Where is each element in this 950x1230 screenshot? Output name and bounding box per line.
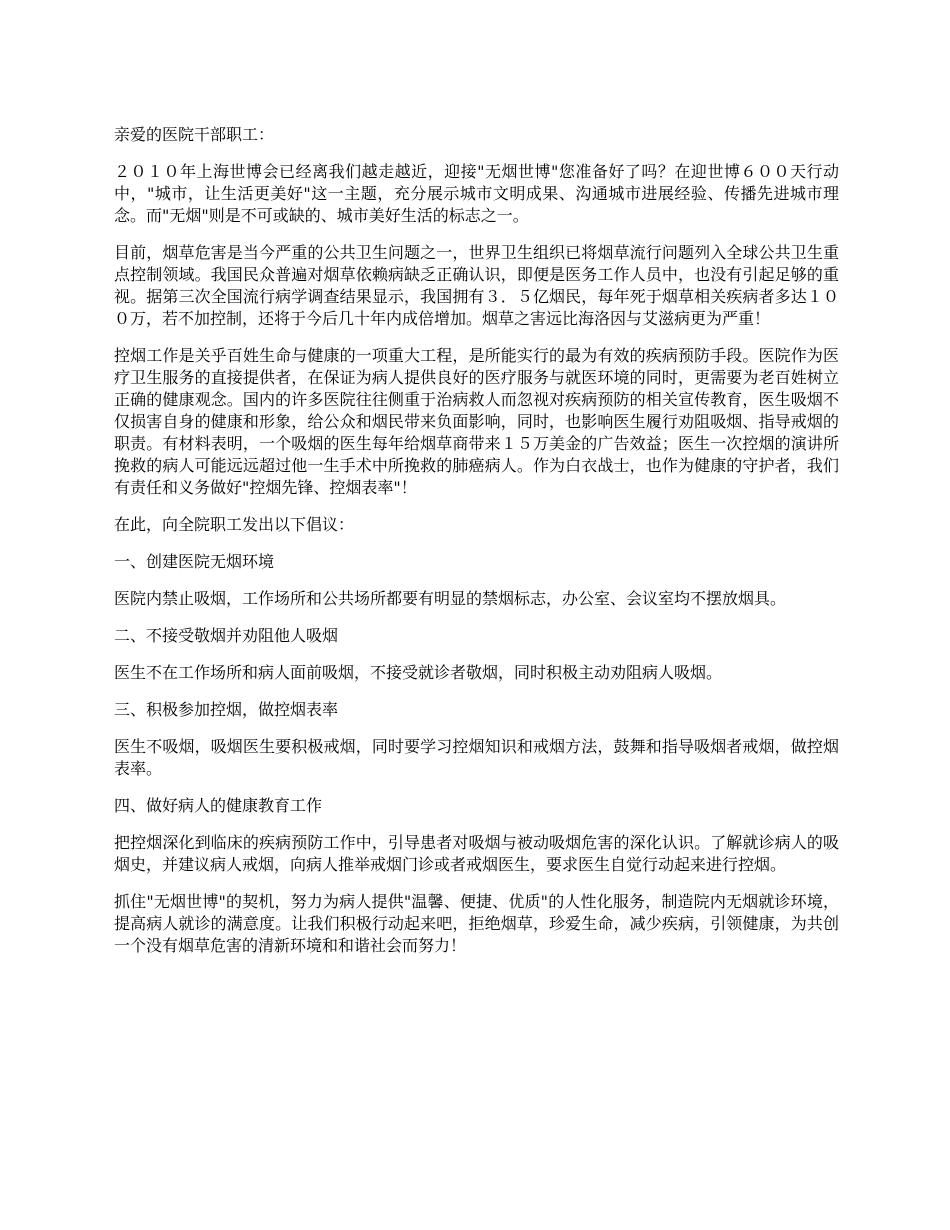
paragraph-proposal-lead: 在此，向全院职工发出以下倡议：: [114, 515, 355, 534]
paragraph-hazard: 目前，烟草危害是当今严重的公共卫生问题之一，世界卫生组织已将烟草流行问题列入全球公共卫生重点控制领域。我国民众普遍对烟草依赖病缺乏正确认识，即便是医务工作人员中，也没有引起足够的重视。据第三次全国流行病学调查结果显示，我国拥有３．５亿烟民，每年死于烟草相关疾病者多达１００万，若不加控制，还将于今后几十年内成倍增加。烟草之害远比海洛因与艾滋病更为严重！: [114, 243, 839, 328]
greeting: 亲爱的医院干部职工：: [114, 125, 275, 144]
document-body: [114, 124, 839, 972]
paragraph-closing: 抓住"无烟世博"的契机，努力为病人提供"温馨、便捷、优质"的人性化服务，制造院内无烟就诊环境，提高病人就诊的满意度。让我们积极行动起来吧，拒绝烟草，珍爱生命，减少疾病，引领健康，为共创一个没有烟草危害的清新环境和和谐社会而努力！: [114, 892, 839, 955]
heading-item-3: 三、积极参加控烟，做控烟表率: [114, 700, 339, 719]
paragraph-item-3: 医生不吸烟，吸烟医生要积极戒烟，同时要学习控烟知识和戒烟方法，鼓舞和指导吸烟者戒烟，做控烟表率。: [114, 737, 839, 778]
paragraph-tobacco-control: 控烟工作是关乎百姓生命与健康的一项重大工程，是所能实行的最为有效的疾病预防手段。医院作为医疗卫生服务的直接提供者，在保证为病人提供良好的医疗服务与就医环境的同时，更需要为老百姓树立正确的健康观念。国内的许多医院往往侧重于治病救人而忽视对疾病预防的相关宣传教育，医生吸烟不仅损害自身的健康和形象，给公众和烟民带来负面影响，同时，也影响医生履行劝阻吸烟、指导戒烟的职责。有材料表明，一个吸烟的医生每年给烟草商带来１５万美金的广告效益；医生一次控烟的演讲所挽救的病人可能远远超过他一生手术中所挽救的肺癌病人。作为白衣战士，也作为健康的守护者，我们有责任和义务做好"控烟先锋、控烟表率"！: [114, 346, 839, 497]
paragraph-item-4: 把控烟深化到临床的疾病预防工作中，引导患者对吸烟与被动吸烟危害的深化认识。了解就诊病人的吸烟史，并建议病人戒烟，向病人推举戒烟门诊或者戒烟医生，要求医生自觉行动起来进行控烟。: [114, 833, 839, 874]
heading-item-1: 一、创建医院无烟环境: [114, 552, 275, 571]
heading-item-4: 四、做好病人的健康教育工作: [114, 796, 323, 815]
paragraph-item-2: 医生不在工作场所和病人面前吸烟，不接受就诊者敬烟，同时积极主动劝阻病人吸烟。: [114, 663, 723, 682]
paragraph-item-1: 医院内禁止吸烟，工作场所和公共场所都要有明显的禁烟标志，办公室、会议室均不摆放烟具。: [114, 589, 787, 608]
heading-item-2: 二、不接受敬烟并劝阻他人吸烟: [114, 626, 339, 645]
paragraph-intro: ２０１０年上海世博会已经离我们越走越近，迎接"无烟世博"您准备好了吗？在迎世博６００天行动中，"城市，让生活更美好"这一主题，充分展示城市文明成果、沟通城市进展经验、传播先进城市理念。而"无烟"则是不可或缺的、城市美好生活的标志之一。: [114, 162, 839, 225]
